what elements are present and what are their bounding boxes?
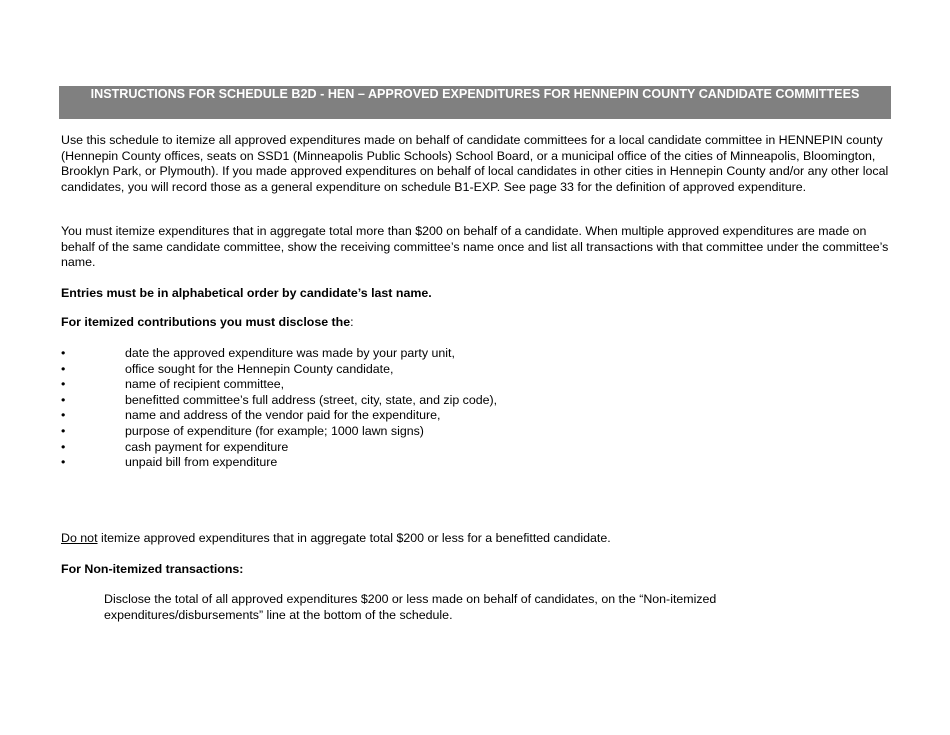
schedule-title: INSTRUCTIONS FOR SCHEDULE B2D - HEN – APPROVED EXPENDITURES FOR HENNEPIN COUNTY CANDIDATE COMMITTEES bbox=[90, 87, 860, 101]
schedule-title-banner bbox=[59, 86, 891, 119]
bullet-icon: • bbox=[61, 346, 66, 360]
do-not-emphasis: Do not bbox=[61, 531, 98, 545]
list-item bbox=[61, 393, 861, 409]
itemize-paragraph: You must itemize expenditures that in aggregate total more than $200 on behalf of a candidate. When multiple approved expenditures are made on behalf of the same candidate committee, show the receiving committee’s name once and list all transactions with that committee under the committee’s name. bbox=[61, 224, 889, 269]
list-item-text: cash payment for expenditure bbox=[125, 439, 289, 454]
list-item bbox=[61, 424, 861, 440]
alphabetical-order-note: Entries must be in alphabetical order by candidate’s last name. bbox=[61, 286, 432, 300]
bullet-icon: • bbox=[61, 361, 66, 376]
disclosure-list bbox=[61, 346, 861, 471]
disclose-heading-colon: : bbox=[350, 315, 354, 329]
list-item bbox=[61, 362, 861, 378]
list-item-text: name of recipient committee, bbox=[125, 377, 285, 392]
list-item-text: office sought for the Hennepin County candidate, bbox=[125, 361, 394, 376]
list-item bbox=[61, 455, 861, 471]
bullet-icon: • bbox=[61, 377, 66, 392]
bullet-icon: • bbox=[61, 455, 66, 470]
intro-paragraph: Use this schedule to itemize all approved expenditures made on behalf of candidate committees for a local candidate committee in HENNEPIN county (Hennepin County offices, seats on SSD1 (Minneapolis Public Schools) School Board, or a municipal office of the cities of Minneapolis, Bloomington, Brooklyn Park, or Plymouth). If you made approved expenditures on behalf of local candidates in other cities in Hennepin County and/or any other local candidates, you will record those as a general expenditure on schedule B1-EXP. See page 33 for the definition of approved expenditure. bbox=[61, 133, 889, 194]
list-item-text: date the approved expenditure was made by your party unit, bbox=[125, 346, 455, 360]
bullet-icon: • bbox=[61, 423, 66, 438]
non-itemized-paragraph: Disclose the total of all approved expenditures $200 or less made on behalf of candidates, on the “Non-itemized expenditures/disbursements” line at the bottom of the schedule. bbox=[104, 592, 717, 622]
disclose-heading bbox=[61, 315, 891, 331]
bullet-icon: • bbox=[61, 408, 66, 423]
do-not-itemize-paragraph bbox=[61, 531, 891, 547]
non-itemized-heading: For Non-itemized transactions: bbox=[61, 562, 244, 576]
bullet-icon: • bbox=[61, 392, 66, 407]
list-item-text: benefitted committee’s full address (street, city, state, and zip code), bbox=[125, 392, 498, 407]
list-item-text: name and address of the vendor paid for the expenditure, bbox=[125, 408, 441, 423]
disclose-heading-text: For itemized contributions you must disclose the bbox=[61, 315, 351, 329]
list-item bbox=[61, 408, 861, 424]
bullet-icon: • bbox=[61, 439, 66, 454]
list-item bbox=[61, 440, 861, 456]
list-item-text: unpaid bill from expenditure bbox=[125, 455, 278, 470]
do-not-itemize-text: itemize approved expenditures that in aggregate total $200 or less for a benefitted candidate. bbox=[97, 531, 611, 545]
list-item-text: purpose of expenditure (for example; 1000 lawn signs) bbox=[125, 423, 424, 438]
list-item bbox=[61, 346, 861, 362]
list-item bbox=[61, 377, 861, 393]
